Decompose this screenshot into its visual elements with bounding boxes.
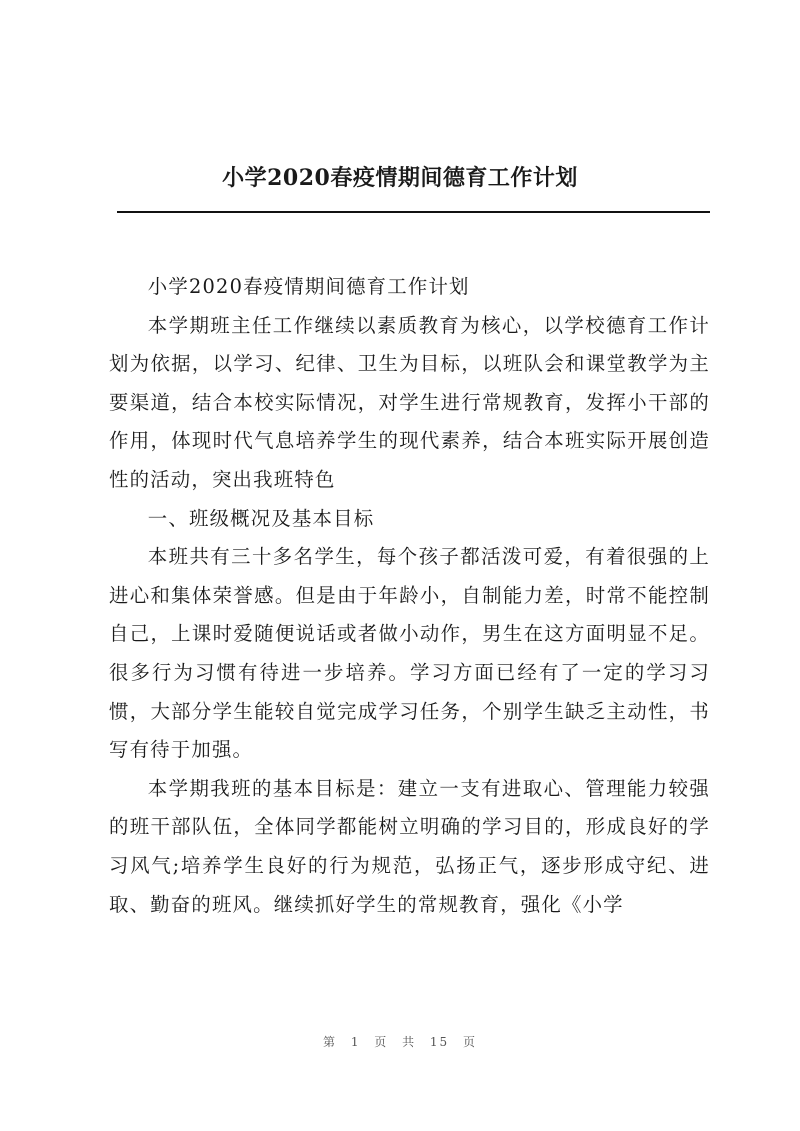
document-title: 小学2020春疫情期间德育工作计划 — [222, 165, 578, 191]
title-divider — [117, 211, 710, 213]
paragraph-class-overview: 本班共有三十多名学生，每个孩子都活泼可爱，有着很强的上进心和集体荣誉感。但是由于年龄小，自制能力差，时常不能控制自己，上课时爱随便说话或者做小动作，男生在这方面明显不足。很多行为习惯有待进一步培养。学习方面已经有了一定的学习习惯，大部分学生能较自觉完成学习任务，个别学生缺乏主动性，书写有待于加强。 — [109, 545, 710, 762]
paragraph-intro: 本学期班主任工作继续以素质教育为核心，以学校德育工作计划为依据，以学习、纪律、卫生为目标，以班队会和课堂教学为主要渠道，结合本校实际情况，对学生进行常规教育，发挥小干部的作用，体现时代气息培养学生的现代素养，结合本班实际开展创造性的活动，突出我班特色 — [109, 313, 710, 491]
document-body — [109, 268, 710, 924]
paragraph-heading: 小学2020春疫情期间德育工作计划 — [147, 275, 470, 298]
page-number-footer: 第 1 页 共 15 页 — [323, 1035, 477, 1049]
section-heading: 一、班级概况及基本目标 — [147, 506, 375, 530]
paragraph-goals: 本学期我班的基本目标是：建立一支有进取心、管理能力较强的班干部队伍，全体同学都能树立明确的学习目的，形成良好的学习风气;培养学生良好的行为规范，弘扬正气，逐步形成守纪、进取、勤奋的班风。继续抓好学生的常规教育，强化《小学 — [109, 776, 710, 916]
